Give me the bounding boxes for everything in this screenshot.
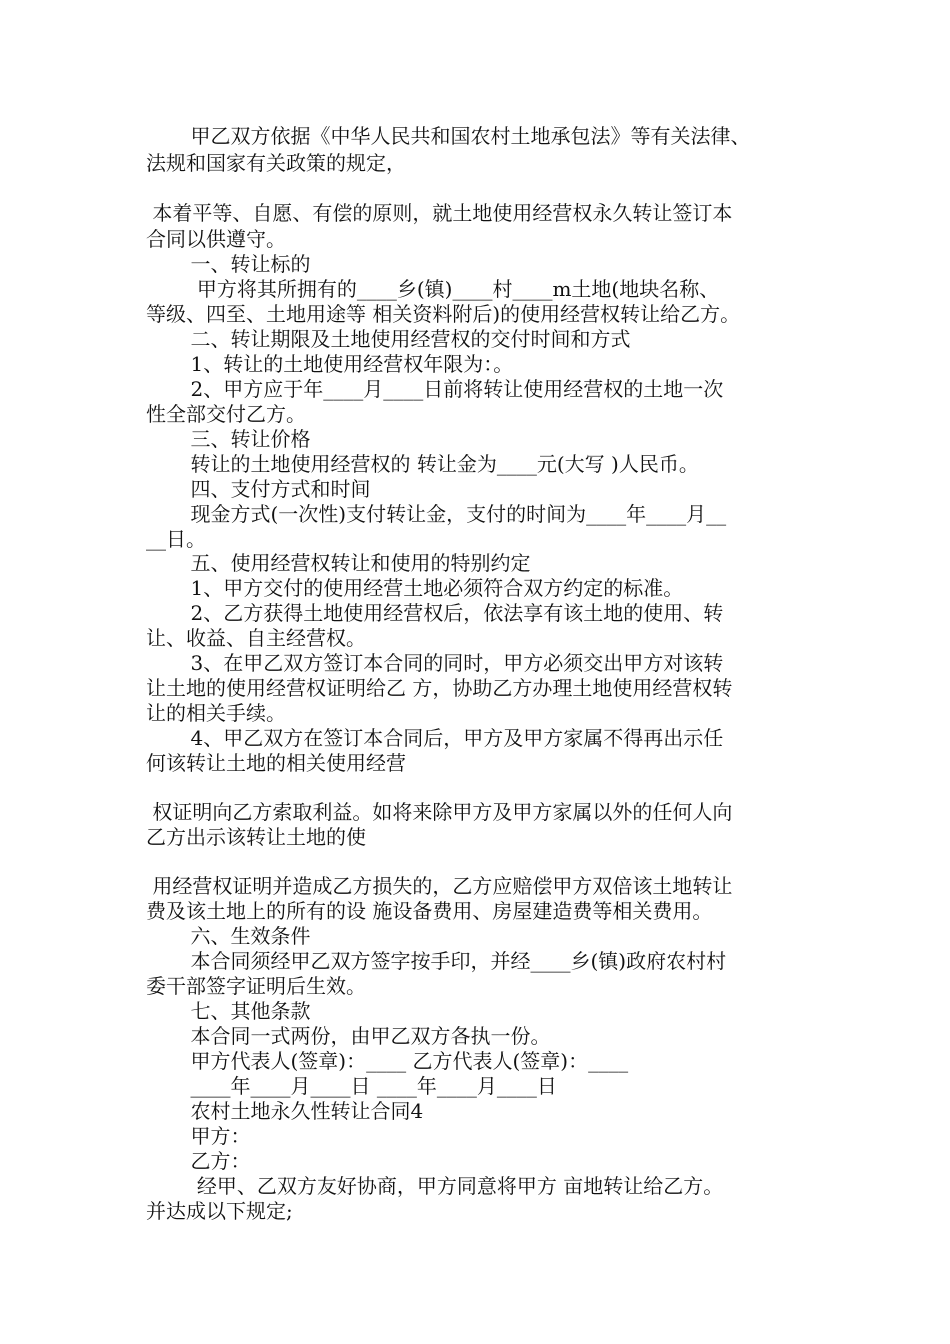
paragraph-line: 法规和国家有关政策的规定， [146, 151, 406, 175]
paragraph-line: 1、转让的土地使用经营权年限为：。 [146, 352, 514, 376]
section-heading: 三、转让价格 [146, 427, 311, 451]
paragraph-line: 现金方式(一次性)支付转让金，支付的时间为____年____月__ [146, 502, 727, 526]
paragraph-line: 合同以供遵守。 [146, 227, 286, 251]
paragraph-line: 用经营权证明并造成乙方损失的，乙方应赔偿甲方双倍该土地转让 [146, 874, 733, 898]
paragraph-line: 性全部交付乙方。 [146, 402, 306, 426]
party-a-line: 甲方： [146, 1124, 251, 1148]
section-heading: 六、生效条件 [146, 924, 311, 948]
paragraph-line: 权证明向乙方索取利益。如将来除甲方及甲方家属以外的任何人向 [146, 800, 733, 824]
contract-title: 农村土地永久性转让合同4 [146, 1099, 424, 1123]
paragraph-line: 本合同须经甲乙双方签字按手印，并经____乡(镇)政府农村村 [146, 949, 727, 973]
paragraph-line: 本着平等、自愿、有偿的原则，就土地使用经营权永久转让签订本 [146, 201, 733, 225]
paragraph-line: 让、收益、自主经营权。 [146, 626, 366, 650]
date-line: ____年____月____日 ____年____月____日 [146, 1074, 557, 1098]
paragraph-line: 甲方将其所拥有的____乡(镇)____村____m土地(地块名称、 [146, 277, 720, 301]
paragraph-line: 费及该土地上的所有的设 施设备费用、房屋建造费等相关费用。 [146, 899, 713, 923]
paragraph-line: 委干部签字证明后生效。 [146, 974, 366, 998]
paragraph-line: 让土地的使用经营权证明给乙 方，协助乙方办理土地使用经营权转 [146, 676, 733, 700]
section-heading: 二、转让期限及土地使用经营权的交付时间和方式 [146, 327, 631, 351]
paragraph-line: 何该转让土地的相关使用经营 [146, 751, 406, 775]
paragraph-line: 转让的土地使用经营权的 转让金为____元(大写 )人民币。 [146, 452, 699, 476]
paragraph-line: 2、甲方应于年____月____日前将转让使用经营权的土地一次 [146, 377, 724, 401]
paragraph-line: 等级、四至、土地用途等 相关资料附后)的使用经营权转让给乙方。 [146, 302, 741, 326]
paragraph-line: __日。 [146, 527, 206, 551]
paragraph-line: 让的相关手续。 [146, 701, 286, 725]
section-heading: 一、转让标的 [146, 252, 311, 276]
paragraph-line: 2、乙方获得土地使用经营权后，依法享有该土地的使用、转 [146, 601, 724, 625]
paragraph-line: 本合同一式两份，由甲乙双方各执一份。 [146, 1024, 551, 1048]
paragraph-line: 4、甲乙双方在签订本合同后，甲方及甲方家属不得再出示任 [146, 726, 724, 750]
paragraph-line: 乙方出示该转让土地的使 [146, 825, 366, 849]
party-b-line: 乙方： [146, 1149, 251, 1173]
paragraph-line: 甲乙双方依据《中华人民共和国农村土地承包法》等有关法律、 [146, 124, 751, 148]
paragraph-line: 并达成以下规定; [146, 1199, 293, 1223]
section-heading: 四、支付方式和时间 [146, 477, 371, 501]
paragraph-line: 3、在甲乙双方签订本合同的同时，甲方必须交出甲方对该转 [146, 651, 724, 675]
section-heading: 五、使用经营权转让和使用的特别约定 [146, 551, 531, 575]
paragraph-line: 1、甲方交付的使用经营土地必须符合双方约定的标准。 [146, 576, 684, 600]
paragraph-line: 经甲、乙双方友好协商，甲方同意将甲方 亩地转让给乙方。 [146, 1174, 724, 1198]
section-heading: 七、其他条款 [146, 999, 311, 1023]
signature-line: 甲方代表人(签章)：____ 乙方代表人(签章)：____ [146, 1049, 629, 1073]
